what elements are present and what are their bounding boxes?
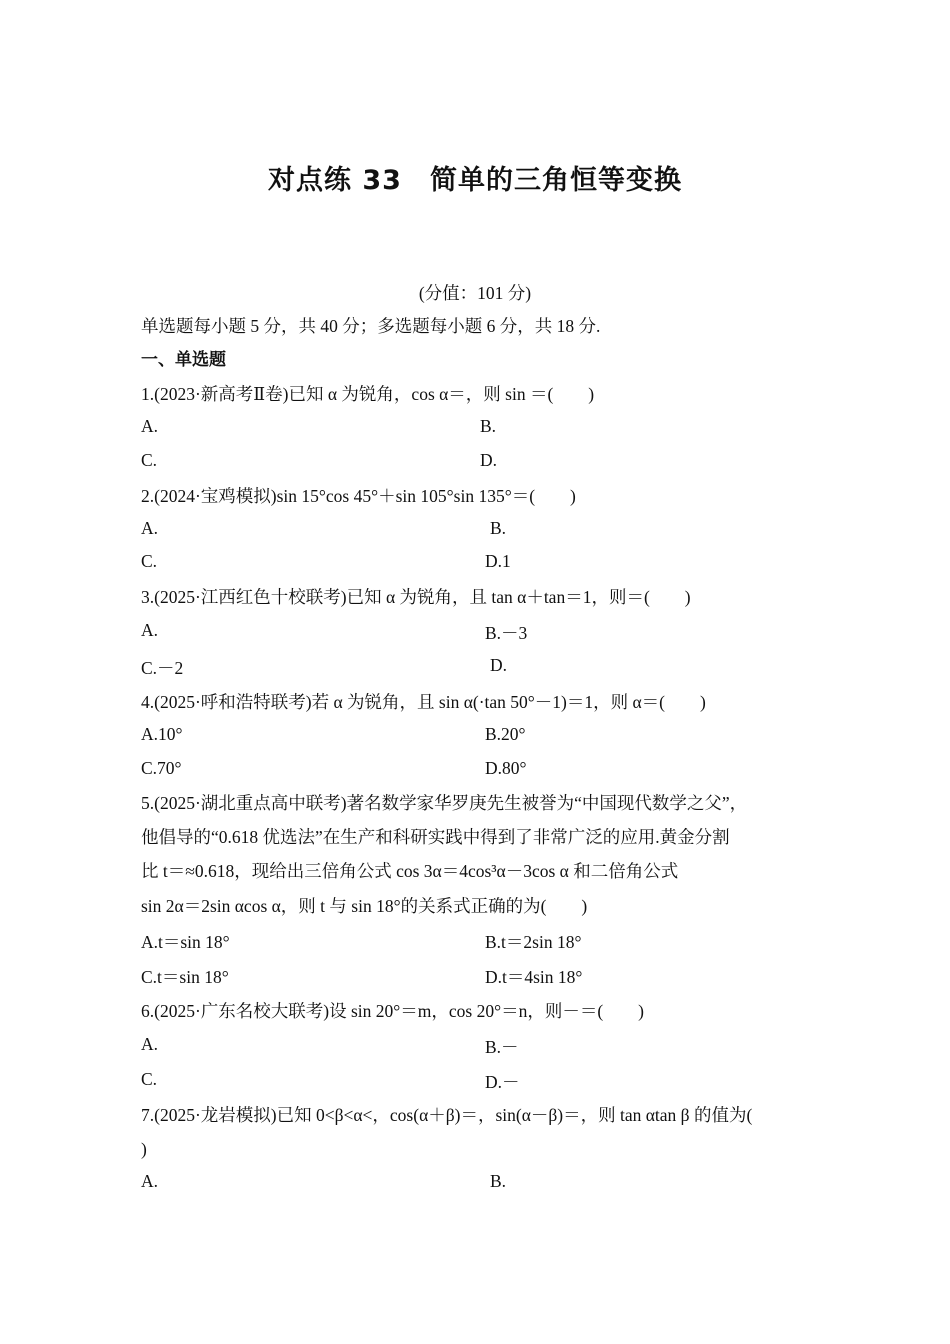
score-note: (分值：101 分) (418, 283, 532, 303)
question-6-stem: 6.(2025·广东名校大联考)设 sin 20°＝m，cos 20°＝n，则－＝( ) (141, 1001, 644, 1021)
question-5-option-c: C.t＝sin 18° (141, 967, 229, 987)
question-3-stem: 3.(2025·江西红色十校联考)已知 α 为锐角，且 tan α＋tan＝1，则＝( ) (141, 587, 691, 607)
question-2-option-c: C. (141, 551, 158, 571)
question-2-option-d: D.1 (485, 551, 511, 571)
question-5-option-d: D.t＝4sin 18° (485, 967, 583, 987)
question-3-option-d: D. (490, 655, 508, 675)
question-4-option-c: C.70° (141, 758, 182, 778)
page-title: 对点练 33 简单的三角恒等变换 (268, 165, 682, 196)
question-1-option-d: D. (480, 450, 498, 470)
question-4-option-a: A.10° (141, 724, 183, 744)
question-5-line-4: sin 2α＝2sin αcos α，则 t 与 sin 18°的关系式正确的为( ) (141, 896, 588, 916)
question-7-option-b: B. (490, 1171, 507, 1191)
question-7-option-a: A. (141, 1171, 159, 1191)
question-4-option-b: B.20° (485, 724, 526, 744)
question-6-option-c: C. (141, 1069, 158, 1089)
question-6-option-b: B.－ (485, 1037, 519, 1057)
question-3-option-c: C.－2 (141, 658, 184, 678)
intro-text: 单选题每小题 5 分，共 40 分；多选题每小题 6 分，共 18 分. (141, 316, 601, 336)
question-4-option-d: D.80° (485, 758, 527, 778)
question-3-option-a: A. (141, 620, 159, 640)
question-3-option-b: B.－3 (485, 623, 528, 643)
question-2-option-b: B. (490, 518, 507, 538)
question-7-line-1: 7.(2025·龙岩模拟)已知 0<β<α<，cos(α＋β)＝，sin(α－β)＝，则 tan αtan β 的值为( (141, 1105, 753, 1125)
question-1-option-c: C. (141, 450, 158, 470)
question-1-stem: 1.(2023·新高考Ⅱ卷)已知 α 为锐角，cos α＝，则 sin ＝( ) (141, 384, 595, 404)
question-5-line-3: 比 t＝≈0.618，现给出三倍角公式 cos 3α＝4cos³α－3cos α 和二倍角公式 (141, 861, 679, 881)
question-5-line-1: 5.(2025·湖北重点高中联考)著名数学家华罗庚先生被誉为“中国现代数学之父”， (141, 793, 748, 813)
question-2-option-a: A. (141, 518, 159, 538)
question-1-option-b: B. (480, 416, 497, 436)
question-7-line-2: ) (141, 1139, 147, 1159)
question-5-option-a: A.t＝sin 18° (141, 932, 230, 952)
question-2-stem: 2.(2024·宝鸡模拟)sin 15°cos 45°＋sin 105°sin 135°＝( ) (141, 486, 576, 506)
question-5-line-2: 他倡导的“0.618 优选法”在生产和科研实践中得到了非常广泛的应用.黄金分割 (141, 827, 730, 847)
question-6-option-a: A. (141, 1034, 159, 1054)
question-5-option-b: B.t＝2sin 18° (485, 932, 582, 952)
question-6-option-d: D.－ (485, 1072, 520, 1092)
question-4-stem: 4.(2025·呼和浩特联考)若 α 为锐角，且 sin α(·tan 50°－1)＝1，则 α＝( ) (141, 692, 706, 712)
section-heading-single-choice: 一、单选题 (141, 350, 226, 370)
question-1-option-a: A. (141, 416, 159, 436)
